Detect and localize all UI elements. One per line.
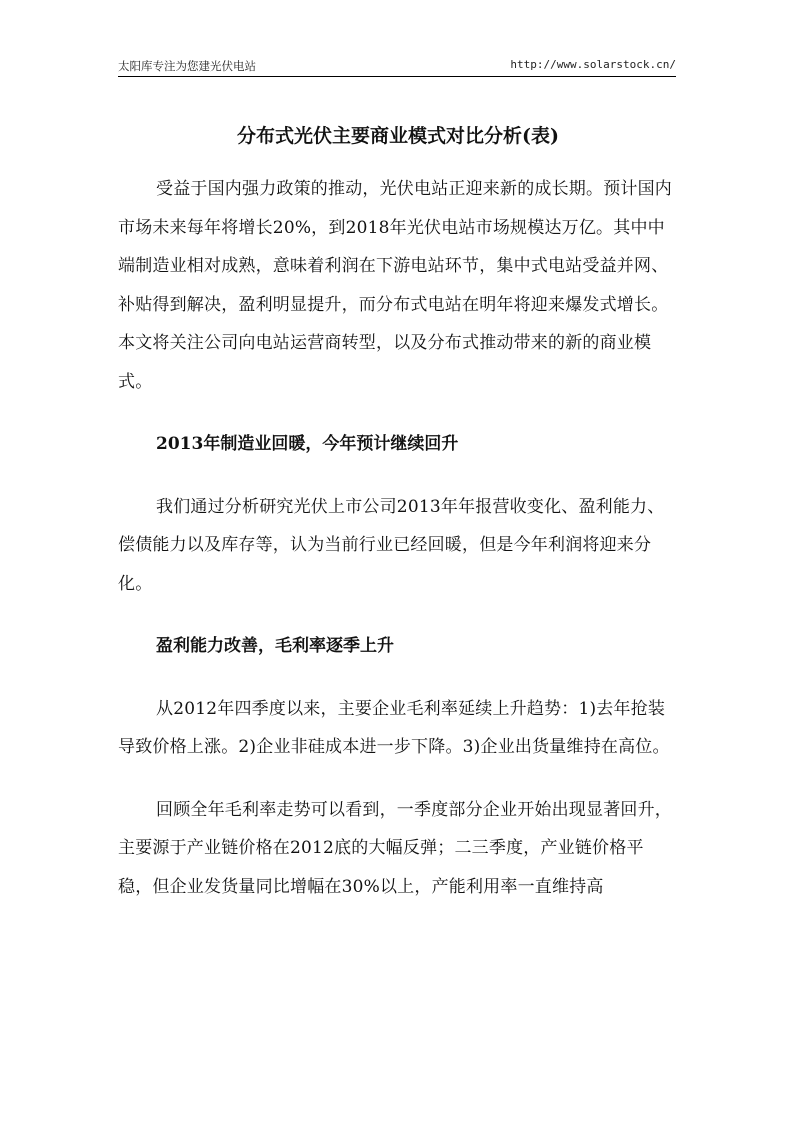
paragraph-margin-trend: 从2012年四季度以来，主要企业毛利率延续上升趋势：1)去年抢装导致价格上涨。2)企业非硅成本进一步下降。3)企业出货量维持在高位。 [118, 698, 670, 757]
document-body [118, 118, 678, 906]
paragraph-review: 回顾全年毛利率走势可以看到，一季度部分企业开始出现显著回升，主要源于产业链价格在2012底的大幅反弹；二三季度，产业链价格平稳，但企业发货量同比增幅在30%以上，产能利用率一直维持高 [118, 799, 672, 897]
section-heading-profitability: 盈利能力改善，毛利率逐季上升 [156, 636, 394, 656]
section-heading-manufacturing: 2013年制造业回暖，今年预计继续回升 [156, 434, 459, 454]
page-header [118, 54, 676, 77]
header-site-name: 太阳库专注为您建光伏电站 [118, 59, 256, 73]
paragraph-intro: 受益于国内强力政策的推动，光伏电站正迎来新的成长期。预计国内市场未来每年将增长20%，到2018年光伏电站市场规模达万亿。其中中端制造业相对成熟，意味着利润在下游电站环节，集中式电站受益并网、补贴得到解决，盈利明显提升，而分布式电站在明年将迎来爆发式增长。本文将关注公司向电站运营商转型，以及分布式推动带来的新的商业模式。 [118, 179, 672, 392]
paragraph-analysis: 我们通过分析研究光伏上市公司2013年年报营收变化、盈利能力、偿债能力以及库存等，认为当前行业已经回暖，但是今年利润将迎来分化。 [118, 496, 665, 594]
header-url[interactable]: http://www.solarstock.cn/ [510, 58, 676, 71]
document-title: 分布式光伏主要商业模式对比分析(表) [237, 125, 559, 147]
